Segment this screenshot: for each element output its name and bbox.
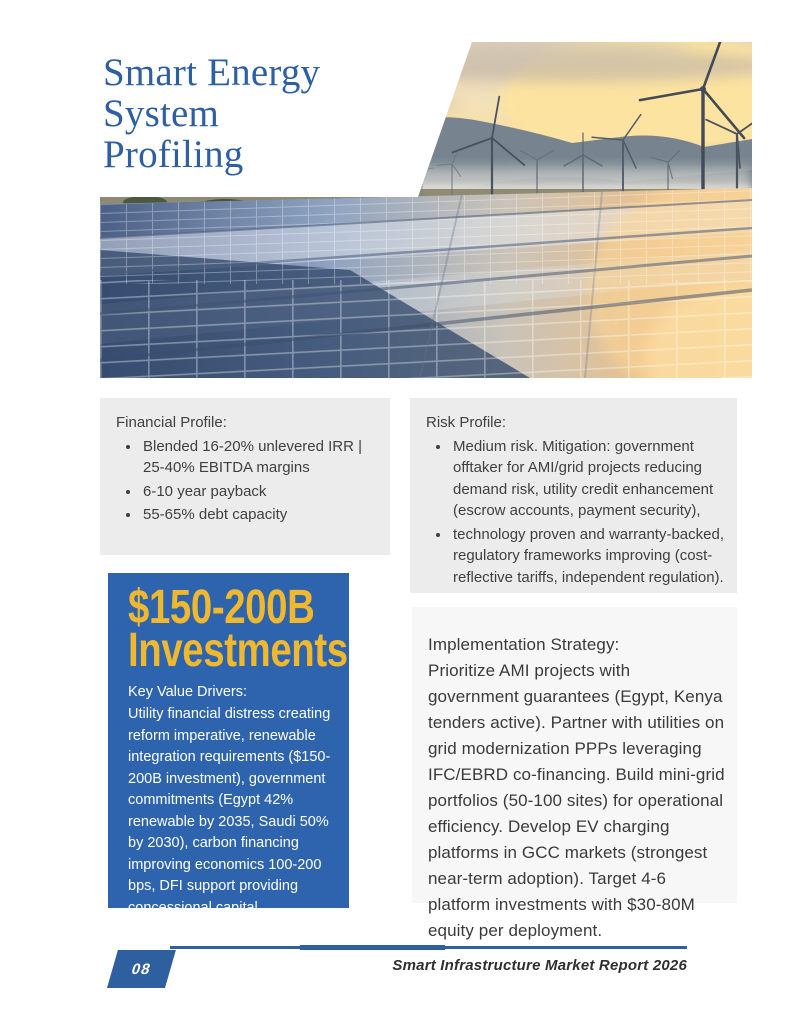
title-line-2: System xyxy=(103,92,220,135)
bullet-item: • technology proven and warranty-backed, regulatory frameworks improving (cost-reflective tariffs, independent regulation). xyxy=(451,524,725,589)
risk-profile-box xyxy=(410,398,737,593)
page-title xyxy=(103,52,463,175)
title-line-3: Profiling xyxy=(103,133,244,176)
solar-field xyxy=(100,182,752,378)
page-number-badge xyxy=(107,950,176,988)
bullet-item: • 6-10 year payback xyxy=(141,481,376,503)
investment-headline-amount: $150-200B xyxy=(128,581,315,634)
title-line-1: Smart Energy xyxy=(103,51,321,94)
investment-headline xyxy=(128,581,348,677)
key-value-drivers-heading: Key Value Drivers: xyxy=(128,684,247,700)
financial-profile-heading: Financial Profile: xyxy=(116,414,227,431)
bullet-item: • 55-65% debt capacity xyxy=(141,504,376,526)
risk-profile-heading: Risk Profile: xyxy=(426,414,507,431)
key-value-drivers-body: Utility financial distress creating reform imperative, renewable integration requirements ($150-200B investment), government commitments (Egypt 42% renewable by 2035, Saudi 50% by 2030), carbon financing improving economics 100-200 bps, DFI support providing concessional capital. xyxy=(128,706,331,916)
investment-headline-word: Investments xyxy=(128,624,348,677)
page-number: 08 xyxy=(129,960,154,978)
bullet-item: • Medium risk. Mitigation: government offtaker for AMI/grid projects reducing demand risk, utility credit enhancement (escrow accounts, payment security), xyxy=(451,436,725,522)
financial-profile-box xyxy=(100,398,390,555)
investment-highlight-box xyxy=(108,573,349,916)
implementation-strategy-heading: Implementation Strategy: xyxy=(428,635,620,654)
financial-profile-list xyxy=(116,436,376,526)
implementation-strategy-box xyxy=(412,607,737,940)
implementation-strategy-body: Prioritize AMI projects with government guarantees (Egypt, Kenya tenders active). Partner with utilities on grid modernization PPPs leveraging IFC/EBRD co-financing. Build mini-grid portfolios (50-100 sites) for operational efficiency. Develop EV charging platforms in GCC markets (strongest near-term adoption). Target 4-6 platform investments with $30-80M equity per deployment. xyxy=(428,661,725,940)
risk-profile-list xyxy=(426,436,725,589)
bullet-item: • Blended 16-20% unlevered IRR | 25-40% EBITDA margins xyxy=(141,436,376,479)
footer-rule-accent xyxy=(300,945,445,950)
report-title: Smart Infrastructure Market Report 2026 xyxy=(392,957,687,974)
